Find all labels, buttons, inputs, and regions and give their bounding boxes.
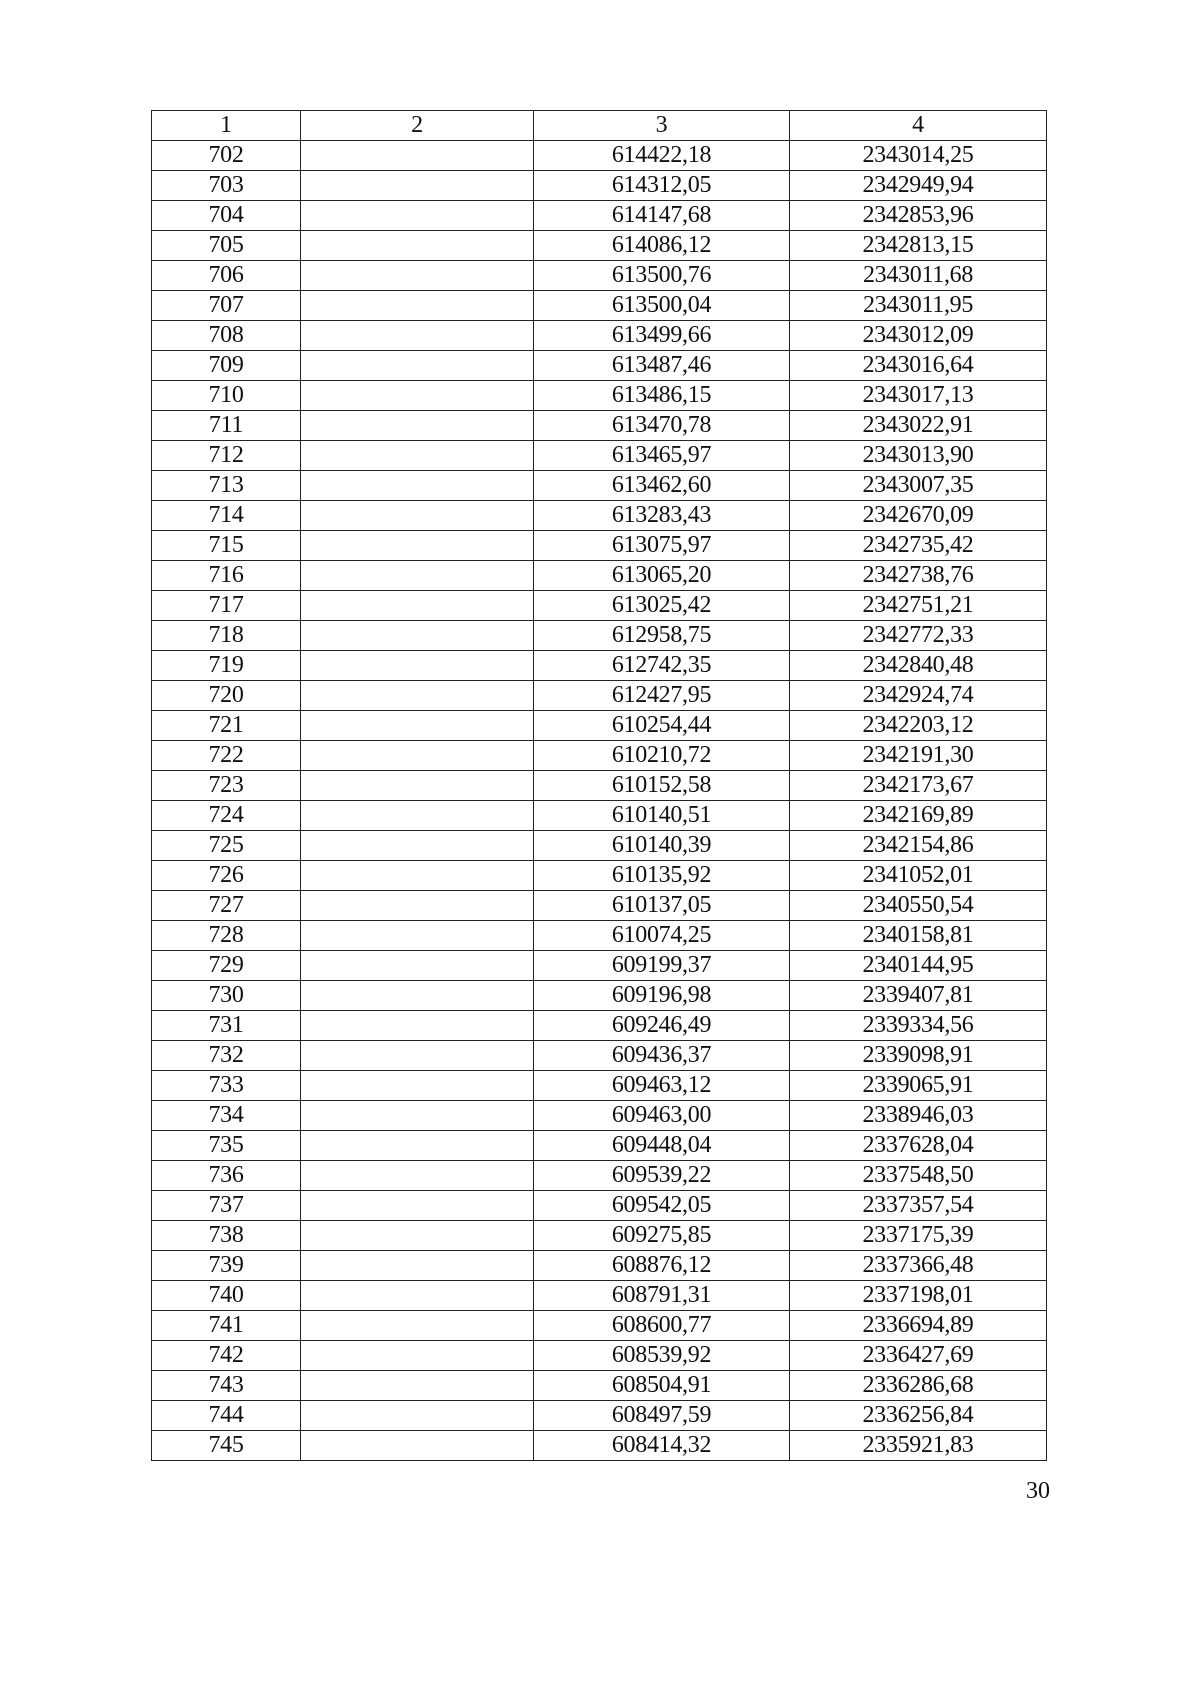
table-cell-col1: 720 bbox=[152, 681, 301, 711]
table-cell-col3: 609199,37 bbox=[534, 951, 790, 981]
table-cell-col4: 2340158,81 bbox=[790, 921, 1047, 951]
table-cell-col1: 707 bbox=[152, 291, 301, 321]
table-cell-col1: 721 bbox=[152, 711, 301, 741]
table-row bbox=[152, 951, 1047, 981]
table-row bbox=[152, 171, 1047, 201]
table-cell-col2 bbox=[301, 621, 534, 651]
table-cell-col2 bbox=[301, 1341, 534, 1371]
page-number: 30 bbox=[1026, 1478, 1050, 1504]
table-cell-col1: 711 bbox=[152, 411, 301, 441]
table-cell-col3: 613486,15 bbox=[534, 381, 790, 411]
table-cell-col2 bbox=[301, 261, 534, 291]
table-cell-col2 bbox=[301, 1131, 534, 1161]
table-cell-col2 bbox=[301, 711, 534, 741]
table-cell-col1: 745 bbox=[152, 1431, 301, 1461]
table-cell-col4: 2342949,94 bbox=[790, 171, 1047, 201]
table-cell-col2 bbox=[301, 141, 534, 171]
table-row bbox=[152, 561, 1047, 591]
table-cell-col4: 2339065,91 bbox=[790, 1071, 1047, 1101]
table-cell-col3: 610152,58 bbox=[534, 771, 790, 801]
table-cell-col2 bbox=[301, 1431, 534, 1461]
table-cell-col2 bbox=[301, 591, 534, 621]
table-body bbox=[152, 141, 1047, 1461]
table-cell-col1: 715 bbox=[152, 531, 301, 561]
table-cell-col2 bbox=[301, 381, 534, 411]
table-cell-col4: 2342173,67 bbox=[790, 771, 1047, 801]
table-row bbox=[152, 531, 1047, 561]
column-header-3: 3 bbox=[534, 111, 790, 141]
table-cell-col4: 2343007,35 bbox=[790, 471, 1047, 501]
table-cell-col1: 733 bbox=[152, 1071, 301, 1101]
table-cell-col1: 736 bbox=[152, 1161, 301, 1191]
table-cell-col2 bbox=[301, 891, 534, 921]
table-row bbox=[152, 1161, 1047, 1191]
table-cell-col4: 2336694,89 bbox=[790, 1311, 1047, 1341]
table-cell-col3: 613025,42 bbox=[534, 591, 790, 621]
table-cell-col1: 741 bbox=[152, 1311, 301, 1341]
table-cell-col4: 2343013,90 bbox=[790, 441, 1047, 471]
table-cell-col4: 2336286,68 bbox=[790, 1371, 1047, 1401]
table-cell-col1: 743 bbox=[152, 1371, 301, 1401]
table-cell-col4: 2337366,48 bbox=[790, 1251, 1047, 1281]
table-cell-col3: 608414,32 bbox=[534, 1431, 790, 1461]
table-cell-col3: 613487,46 bbox=[534, 351, 790, 381]
table-cell-col3: 608600,77 bbox=[534, 1311, 790, 1341]
table-cell-col1: 734 bbox=[152, 1101, 301, 1131]
table-row bbox=[152, 231, 1047, 261]
table-row bbox=[152, 1341, 1047, 1371]
table-row bbox=[152, 621, 1047, 651]
table-cell-col3: 609196,98 bbox=[534, 981, 790, 1011]
table-cell-col2 bbox=[301, 1371, 534, 1401]
table-row bbox=[152, 741, 1047, 771]
table-cell-col2 bbox=[301, 1011, 534, 1041]
table-cell-col1: 739 bbox=[152, 1251, 301, 1281]
table-row bbox=[152, 201, 1047, 231]
table-cell-col1: 716 bbox=[152, 561, 301, 591]
table-cell-col3: 610135,92 bbox=[534, 861, 790, 891]
table-cell-col1: 728 bbox=[152, 921, 301, 951]
table-cell-col2 bbox=[301, 951, 534, 981]
table-cell-col3: 613465,97 bbox=[534, 441, 790, 471]
table-cell-col4: 2342191,30 bbox=[790, 741, 1047, 771]
table-cell-col1: 729 bbox=[152, 951, 301, 981]
table-cell-col3: 609542,05 bbox=[534, 1191, 790, 1221]
table-row bbox=[152, 411, 1047, 441]
table-cell-col3: 608876,12 bbox=[534, 1251, 790, 1281]
table-cell-col4: 2342751,21 bbox=[790, 591, 1047, 621]
table-cell-col2 bbox=[301, 231, 534, 261]
table-cell-col1: 732 bbox=[152, 1041, 301, 1071]
table-row bbox=[152, 321, 1047, 351]
table-cell-col2 bbox=[301, 1401, 534, 1431]
table-cell-col1: 705 bbox=[152, 231, 301, 261]
table-row bbox=[152, 1221, 1047, 1251]
table-cell-col4: 2343012,09 bbox=[790, 321, 1047, 351]
table-row bbox=[152, 261, 1047, 291]
table-cell-col1: 710 bbox=[152, 381, 301, 411]
table-cell-col3: 610254,44 bbox=[534, 711, 790, 741]
table-row bbox=[152, 351, 1047, 381]
table-cell-col2 bbox=[301, 1251, 534, 1281]
table-cell-col4: 2342924,74 bbox=[790, 681, 1047, 711]
table-cell-col4: 2337175,39 bbox=[790, 1221, 1047, 1251]
table-cell-col4: 2337357,54 bbox=[790, 1191, 1047, 1221]
table-cell-col1: 727 bbox=[152, 891, 301, 921]
table-cell-col3: 613462,60 bbox=[534, 471, 790, 501]
table-cell-col1: 708 bbox=[152, 321, 301, 351]
table-cell-col2 bbox=[301, 981, 534, 1011]
table-cell-col1: 744 bbox=[152, 1401, 301, 1431]
table-cell-col2 bbox=[301, 351, 534, 381]
table-cell-col3: 610074,25 bbox=[534, 921, 790, 951]
table-cell-col3: 614147,68 bbox=[534, 201, 790, 231]
table-row bbox=[152, 501, 1047, 531]
table-cell-col3: 613065,20 bbox=[534, 561, 790, 591]
table-cell-col3: 609463,00 bbox=[534, 1101, 790, 1131]
table-row bbox=[152, 831, 1047, 861]
table-row bbox=[152, 711, 1047, 741]
table-cell-col4: 2339098,91 bbox=[790, 1041, 1047, 1071]
table-cell-col4: 2343011,95 bbox=[790, 291, 1047, 321]
table-cell-col4: 2342840,48 bbox=[790, 651, 1047, 681]
table-row bbox=[152, 291, 1047, 321]
table-cell-col3: 613500,76 bbox=[534, 261, 790, 291]
table-row bbox=[152, 891, 1047, 921]
table-cell-col2 bbox=[301, 411, 534, 441]
table-row bbox=[152, 471, 1047, 501]
table-cell-col2 bbox=[301, 1041, 534, 1071]
table-cell-col1: 717 bbox=[152, 591, 301, 621]
table-cell-col1: 723 bbox=[152, 771, 301, 801]
table-row bbox=[152, 861, 1047, 891]
table-cell-col1: 724 bbox=[152, 801, 301, 831]
table-cell-col4: 2338946,03 bbox=[790, 1101, 1047, 1131]
table-cell-col4: 2337628,04 bbox=[790, 1131, 1047, 1161]
table-cell-col2 bbox=[301, 171, 534, 201]
table-row bbox=[152, 801, 1047, 831]
table-row bbox=[152, 1371, 1047, 1401]
table-cell-col1: 702 bbox=[152, 141, 301, 171]
table-row bbox=[152, 1071, 1047, 1101]
table-cell-col3: 613499,66 bbox=[534, 321, 790, 351]
table-cell-col3: 613500,04 bbox=[534, 291, 790, 321]
table-cell-col2 bbox=[301, 1221, 534, 1251]
table-cell-col3: 610137,05 bbox=[534, 891, 790, 921]
table-row bbox=[152, 1401, 1047, 1431]
table-cell-col4: 2343016,64 bbox=[790, 351, 1047, 381]
table-cell-col4: 2343014,25 bbox=[790, 141, 1047, 171]
table-cell-col3: 614086,12 bbox=[534, 231, 790, 261]
column-header-2: 2 bbox=[301, 111, 534, 141]
table-cell-col2 bbox=[301, 921, 534, 951]
table-cell-col1: 713 bbox=[152, 471, 301, 501]
table-cell-col2 bbox=[301, 1191, 534, 1221]
table-cell-col4: 2339334,56 bbox=[790, 1011, 1047, 1041]
table-cell-col2 bbox=[301, 201, 534, 231]
table-row bbox=[152, 1041, 1047, 1071]
table-cell-col4: 2342772,33 bbox=[790, 621, 1047, 651]
table-cell-col2 bbox=[301, 1101, 534, 1131]
table-cell-col3: 613470,78 bbox=[534, 411, 790, 441]
table-cell-col3: 610210,72 bbox=[534, 741, 790, 771]
table-cell-col2 bbox=[301, 801, 534, 831]
table-row bbox=[152, 1431, 1047, 1461]
table-cell-col2 bbox=[301, 1071, 534, 1101]
table-cell-col3: 614422,18 bbox=[534, 141, 790, 171]
table-row bbox=[152, 1281, 1047, 1311]
table-cell-col3: 609246,49 bbox=[534, 1011, 790, 1041]
table-cell-col4: 2340144,95 bbox=[790, 951, 1047, 981]
header-row bbox=[152, 111, 1047, 141]
table-row bbox=[152, 1131, 1047, 1161]
table-cell-col2 bbox=[301, 771, 534, 801]
table-cell-col1: 719 bbox=[152, 651, 301, 681]
table-cell-col4: 2342154,86 bbox=[790, 831, 1047, 861]
table-row bbox=[152, 1251, 1047, 1281]
coordinates-table bbox=[151, 110, 1047, 1461]
table-cell-col3: 609539,22 bbox=[534, 1161, 790, 1191]
table-cell-col4: 2336256,84 bbox=[790, 1401, 1047, 1431]
table-cell-col1: 725 bbox=[152, 831, 301, 861]
table-cell-col1: 703 bbox=[152, 171, 301, 201]
table-row bbox=[152, 1191, 1047, 1221]
table-cell-col2 bbox=[301, 831, 534, 861]
table-cell-col3: 610140,39 bbox=[534, 831, 790, 861]
table-cell-col1: 740 bbox=[152, 1281, 301, 1311]
table-cell-col4: 2342813,15 bbox=[790, 231, 1047, 261]
table-cell-col4: 2342738,76 bbox=[790, 561, 1047, 591]
table-cell-col2 bbox=[301, 471, 534, 501]
table-cell-col2 bbox=[301, 501, 534, 531]
table-row bbox=[152, 381, 1047, 411]
table-header bbox=[152, 111, 1047, 141]
table-cell-col2 bbox=[301, 531, 534, 561]
table-cell-col3: 613075,97 bbox=[534, 531, 790, 561]
table-cell-col1: 714 bbox=[152, 501, 301, 531]
table-cell-col4: 2343022,91 bbox=[790, 411, 1047, 441]
table-cell-col1: 722 bbox=[152, 741, 301, 771]
table-cell-col3: 612427,95 bbox=[534, 681, 790, 711]
table-cell-col4: 2343011,68 bbox=[790, 261, 1047, 291]
table-cell-col3: 612958,75 bbox=[534, 621, 790, 651]
table-cell-col1: 735 bbox=[152, 1131, 301, 1161]
table-cell-col4: 2335921,83 bbox=[790, 1431, 1047, 1461]
table-row bbox=[152, 1311, 1047, 1341]
table-cell-col4: 2336427,69 bbox=[790, 1341, 1047, 1371]
table-row bbox=[152, 441, 1047, 471]
table-cell-col3: 613283,43 bbox=[534, 501, 790, 531]
table-row bbox=[152, 771, 1047, 801]
table-row bbox=[152, 591, 1047, 621]
table-row bbox=[152, 1101, 1047, 1131]
table-cell-col3: 614312,05 bbox=[534, 171, 790, 201]
table-cell-col1: 726 bbox=[152, 861, 301, 891]
table-cell-col1: 731 bbox=[152, 1011, 301, 1041]
table-cell-col2 bbox=[301, 861, 534, 891]
table-cell-col1: 706 bbox=[152, 261, 301, 291]
table-cell-col4: 2342853,96 bbox=[790, 201, 1047, 231]
table-cell-col2 bbox=[301, 651, 534, 681]
table-cell-col2 bbox=[301, 561, 534, 591]
table-row bbox=[152, 1011, 1047, 1041]
table-cell-col4: 2342203,12 bbox=[790, 711, 1047, 741]
table-cell-col3: 608539,92 bbox=[534, 1341, 790, 1371]
table-cell-col4: 2341052,01 bbox=[790, 861, 1047, 891]
table-cell-col4: 2342735,42 bbox=[790, 531, 1047, 561]
table-cell-col2 bbox=[301, 1161, 534, 1191]
table-row bbox=[152, 681, 1047, 711]
table-cell-col1: 742 bbox=[152, 1341, 301, 1371]
table-cell-col3: 612742,35 bbox=[534, 651, 790, 681]
table-cell-col1: 737 bbox=[152, 1191, 301, 1221]
column-header-4: 4 bbox=[790, 111, 1047, 141]
table-cell-col4: 2342169,89 bbox=[790, 801, 1047, 831]
table-cell-col1: 718 bbox=[152, 621, 301, 651]
table-cell-col4: 2342670,09 bbox=[790, 501, 1047, 531]
table-cell-col3: 609463,12 bbox=[534, 1071, 790, 1101]
table-cell-col4: 2343017,13 bbox=[790, 381, 1047, 411]
table-cell-col2 bbox=[301, 291, 534, 321]
table-row bbox=[152, 651, 1047, 681]
table-cell-col2 bbox=[301, 741, 534, 771]
table-cell-col2 bbox=[301, 1311, 534, 1341]
table-cell-col2 bbox=[301, 681, 534, 711]
table-cell-col3: 609448,04 bbox=[534, 1131, 790, 1161]
table-cell-col3: 610140,51 bbox=[534, 801, 790, 831]
table-cell-col1: 709 bbox=[152, 351, 301, 381]
table-cell-col2 bbox=[301, 321, 534, 351]
table-cell-col3: 609436,37 bbox=[534, 1041, 790, 1071]
table-row bbox=[152, 921, 1047, 951]
table-cell-col3: 608497,59 bbox=[534, 1401, 790, 1431]
table-cell-col2 bbox=[301, 1281, 534, 1311]
table-cell-col4: 2337198,01 bbox=[790, 1281, 1047, 1311]
table-row bbox=[152, 981, 1047, 1011]
table-cell-col4: 2340550,54 bbox=[790, 891, 1047, 921]
column-header-1: 1 bbox=[152, 111, 301, 141]
table-cell-col3: 608791,31 bbox=[534, 1281, 790, 1311]
table-row bbox=[152, 141, 1047, 171]
table-cell-col3: 609275,85 bbox=[534, 1221, 790, 1251]
table-cell-col3: 608504,91 bbox=[534, 1371, 790, 1401]
table-cell-col1: 712 bbox=[152, 441, 301, 471]
table-cell-col1: 738 bbox=[152, 1221, 301, 1251]
table-cell-col2 bbox=[301, 441, 534, 471]
table-cell-col1: 730 bbox=[152, 981, 301, 1011]
table-cell-col4: 2337548,50 bbox=[790, 1161, 1047, 1191]
table-cell-col1: 704 bbox=[152, 201, 301, 231]
table-cell-col4: 2339407,81 bbox=[790, 981, 1047, 1011]
